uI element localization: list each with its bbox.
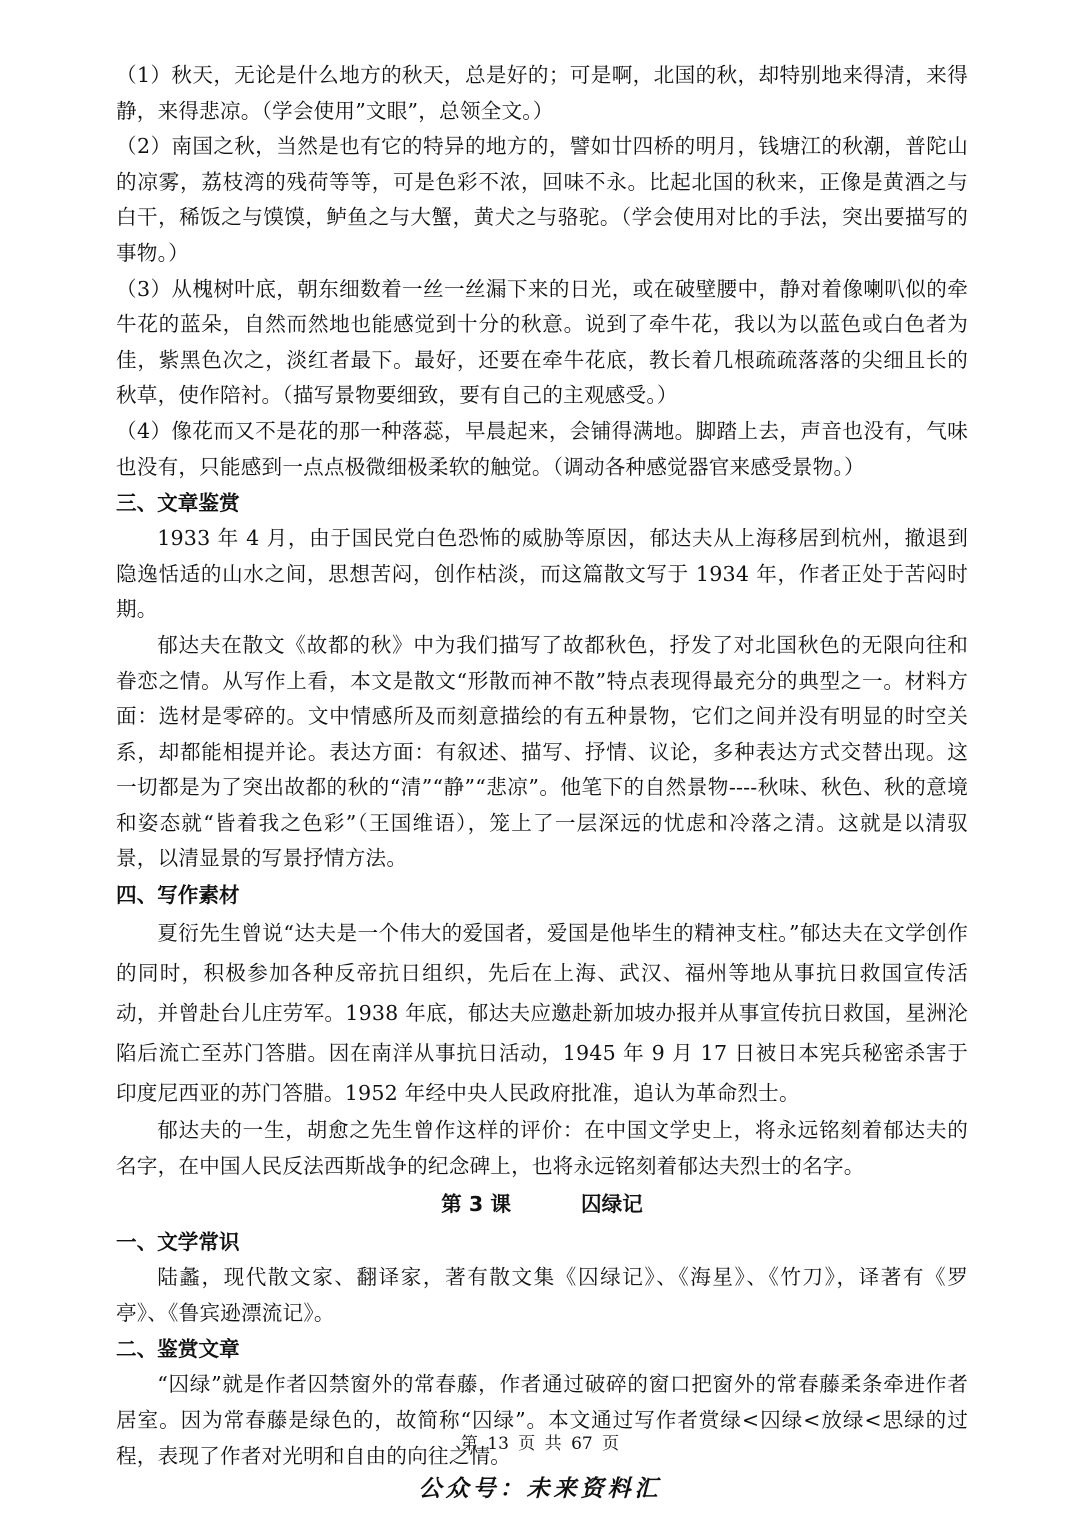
document-page xyxy=(116,58,968,1474)
list-item: （4）像花而又不是花的那一种落蕊，早晨起来，会铺得满地。脚踏上去，声音也没有，气味也没有，只能感到一点点极微细极柔软的触觉。（调动各种感觉器官来感受景物。） xyxy=(116,418,968,479)
paragraph: 1933 年 4 月，由于国民党白色恐怖的威胁等原因，郁达夫从上海移居到杭州，撤退到隐逸恬适的山水之间，思想苦闷，创作枯淡，而这篇散文写于 1934 年，作者正处于苦闷时期。 xyxy=(116,526,968,622)
section-heading: 二、鉴赏文章 xyxy=(116,1337,240,1362)
section-heading: 四、写作素材 xyxy=(116,883,240,908)
paragraph: “囚绿”就是作者囚禁窗外的常春藤，作者通过破碎的窗口把窗外的常春藤柔条牵进作者居室。因为常春藤是绿色的，故简称“囚绿”。本文通过写作者赏绿<囚绿<放绿<思绿的过程，表现了作者对光明和自由的向往之情。 xyxy=(116,1372,968,1468)
paragraph: 夏衍先生曾说“达夫是一个伟大的爱国者，爱国是他毕生的精神支柱。”郁达夫在文学创作的同时，积极参加各种反帝抗日组织，先后在上海、武汉、福州等地从事抗日救国宣传活动，并曾赴台儿庄劳军。1938 年底，郁达夫应邀赴新加坡办报并从事宣传抗日救国，星洲沦陷后流亡至苏门答腊。因在南洋从事抗日活动，1945 年 9 月 17 日被日本宪兵秘密杀害于印度尼西亚的苏门答腊。1952 年经中央人民政府批准，追认为革命烈士。 xyxy=(116,921,968,1106)
paragraph: 郁达夫在散文《故都的秋》中为我们描写了故都秋色，抒发了对北国秋色的无限向往和眷恋之情。从写作上看，本文是散文“形散而神不散”特点表现得最充分的典型之一。材料方面：选材是零碎的。文中情感所及而刻意描绘的有五种景物，它们之间并没有明显的时空关系，却都能相提并论。表达方面：有叙述、描写、抒情、议论，多种表达方式交替出现。这一切都是为了突出故都的秋的“清”“静”“悲凉”。他笔下的自然景物----秋味、秋色、秋的意境和姿态就“皆着我之色彩”（王国维语），笼上了一层深远的忧虑和冷落之清。这就是以清驭景，以清显景的写景抒情方法。 xyxy=(116,632,968,871)
list-item: （2）南国之秋，当然是也有它的特异的地方的，譬如廿四桥的明月，钱塘江的秋潮，普陀山的凉雾，荔枝湾的残荷等等，可是色彩不浓，回味不永。比起北国的秋来，正像是黄酒之与白干，稀饭之与馍馍，鲈鱼之与大蟹，黄犬之与骆驼。（学会使用对比的手法，突出要描写的事物。） xyxy=(116,134,968,265)
section-heading: 三、文章鉴赏 xyxy=(116,491,240,516)
lesson-name: 囚绿记 xyxy=(581,1192,643,1217)
page-number: 第 13 页 共 67 页 xyxy=(460,1434,620,1454)
paragraph: 陆蠡，现代散文家、翻译家，著有散文集《囚绿记》、《海星》、《竹刀》，译著有《罗亭》、《鲁宾逊漂流记》。 xyxy=(116,1265,968,1325)
paragraph: 郁达夫的一生，胡愈之先生曾作这样的评价：在中国文学史上，将永远铭刻着郁达夫的名字，在中国人民反法西斯战争的纪念碑上，也将永远铭刻着郁达夫烈士的名字。 xyxy=(116,1118,968,1178)
lesson-title xyxy=(116,1186,968,1222)
watermark-text: 公众号：未来资料汇 xyxy=(418,1476,662,1502)
list-item: （3）从槐树叶底，朝东细数着一丝一丝漏下来的日光，或在破壁腰中，静对着像喇叭似的牵牛花的蓝朵，自然而然地也能感觉到十分的秋意。说到了牵牛花，我以为以蓝色或白色者为佳，紫黑色次之，淡红者最下。最好，还要在牵牛花底，教长着几根疏疏落落的尖细且长的秋草，使作陪衬。（描写景物要细致，要有自己的主观感受。） xyxy=(116,276,968,408)
section-heading: 一、文学常识 xyxy=(116,1230,240,1255)
lesson-number: 第 3 课 xyxy=(441,1192,512,1217)
list-item: （1）秋天，无论是什么地方的秋天，总是好的；可是啊，北国的秋，却特别地来得清，来得静，来得悲凉。（学会使用”文眼”，总领全文。） xyxy=(116,63,968,123)
